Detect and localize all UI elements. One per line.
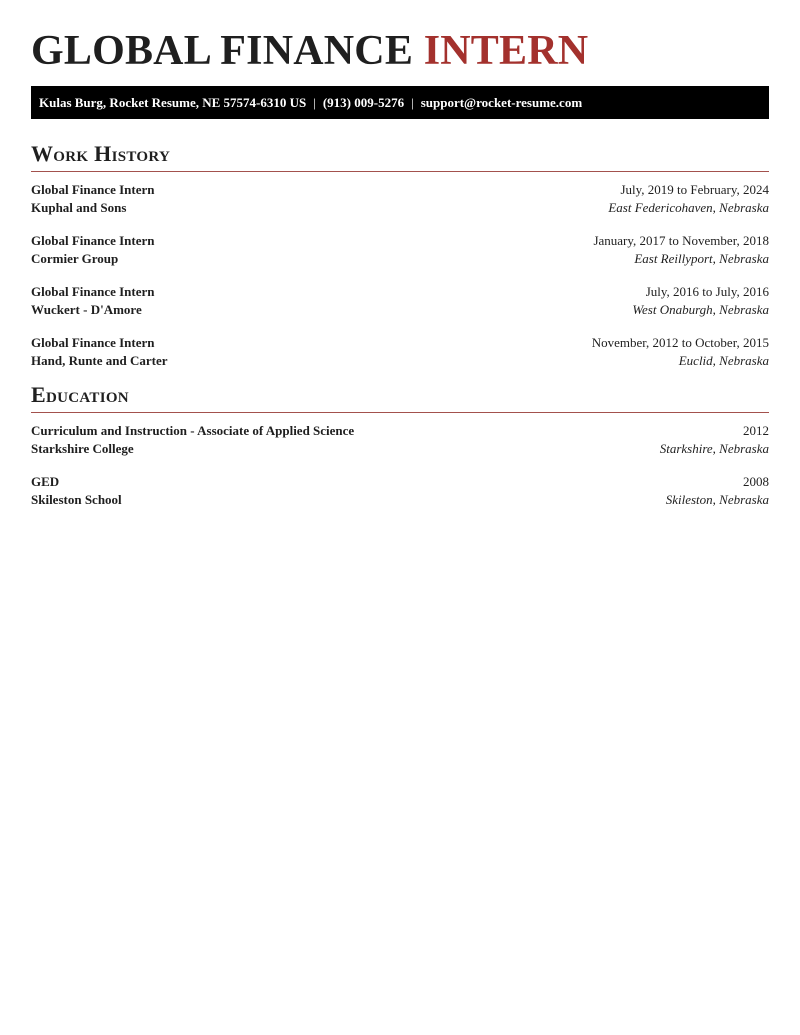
- resume-name-heading: [31, 0, 769, 86]
- job-dates: January, 2017 to November, 2018: [593, 233, 769, 248]
- contact-email[interactable]: support@rocket-resume.com: [420, 95, 583, 110]
- contact-separator: |: [411, 95, 414, 110]
- work-history-section: [31, 141, 769, 370]
- job-location: East Reillyport, Nebraska: [634, 251, 769, 266]
- degree-name: GED: [31, 474, 60, 489]
- school-name: Starkshire College: [31, 441, 134, 456]
- job-dates: July, 2016 to July, 2016: [645, 284, 769, 299]
- job-dates: November, 2012 to October, 2015: [591, 335, 769, 350]
- school-name: Skileston School: [31, 492, 122, 507]
- name-last-part: INTERN: [423, 28, 589, 74]
- education-section: [31, 382, 769, 509]
- section-divider: [31, 171, 769, 172]
- job-company: Wuckert - D'Amore: [31, 302, 142, 317]
- job-location: West Onaburgh, Nebraska: [632, 302, 769, 317]
- job-role: Global Finance Intern: [31, 233, 155, 248]
- contact-separator: |: [313, 95, 316, 110]
- school-location: Skileston, Nebraska: [665, 492, 769, 507]
- education-entry: [31, 422, 769, 458]
- contact-address: Kulas Burg, Rocket Resume, NE 57574-6310 US: [39, 95, 307, 110]
- job-role: Global Finance Intern: [31, 335, 155, 350]
- job-company: Hand, Runte and Carter: [31, 353, 168, 368]
- contact-bar: [31, 86, 769, 119]
- section-divider: [31, 412, 769, 413]
- job-company: Kuphal and Sons: [31, 200, 127, 215]
- work-entry: [31, 283, 769, 319]
- school-location: Starkshire, Nebraska: [659, 441, 769, 456]
- name-first-part: GLOBAL FINANCE: [31, 28, 414, 74]
- work-history-title: Work History: [31, 141, 171, 166]
- work-entry: [31, 181, 769, 217]
- job-location: East Federicohaven, Nebraska: [608, 200, 769, 215]
- job-role: Global Finance Intern: [31, 182, 155, 197]
- work-entry: [31, 232, 769, 268]
- education-entries: [31, 422, 769, 509]
- graduation-year: 2012: [743, 423, 769, 438]
- contact-phone[interactable]: (913) 009-5276: [322, 95, 405, 110]
- job-company: Cormier Group: [31, 251, 119, 266]
- graduation-year: 2008: [743, 474, 769, 489]
- work-entry: [31, 334, 769, 370]
- work-history-entries: [31, 181, 769, 370]
- job-dates: July, 2019 to February, 2024: [620, 182, 769, 197]
- education-title: Education: [31, 382, 129, 407]
- job-location: Euclid, Nebraska: [678, 353, 769, 368]
- degree-name: Curriculum and Instruction - Associate of Applied Science: [31, 423, 355, 438]
- job-role: Global Finance Intern: [31, 284, 155, 299]
- education-entry: [31, 473, 769, 509]
